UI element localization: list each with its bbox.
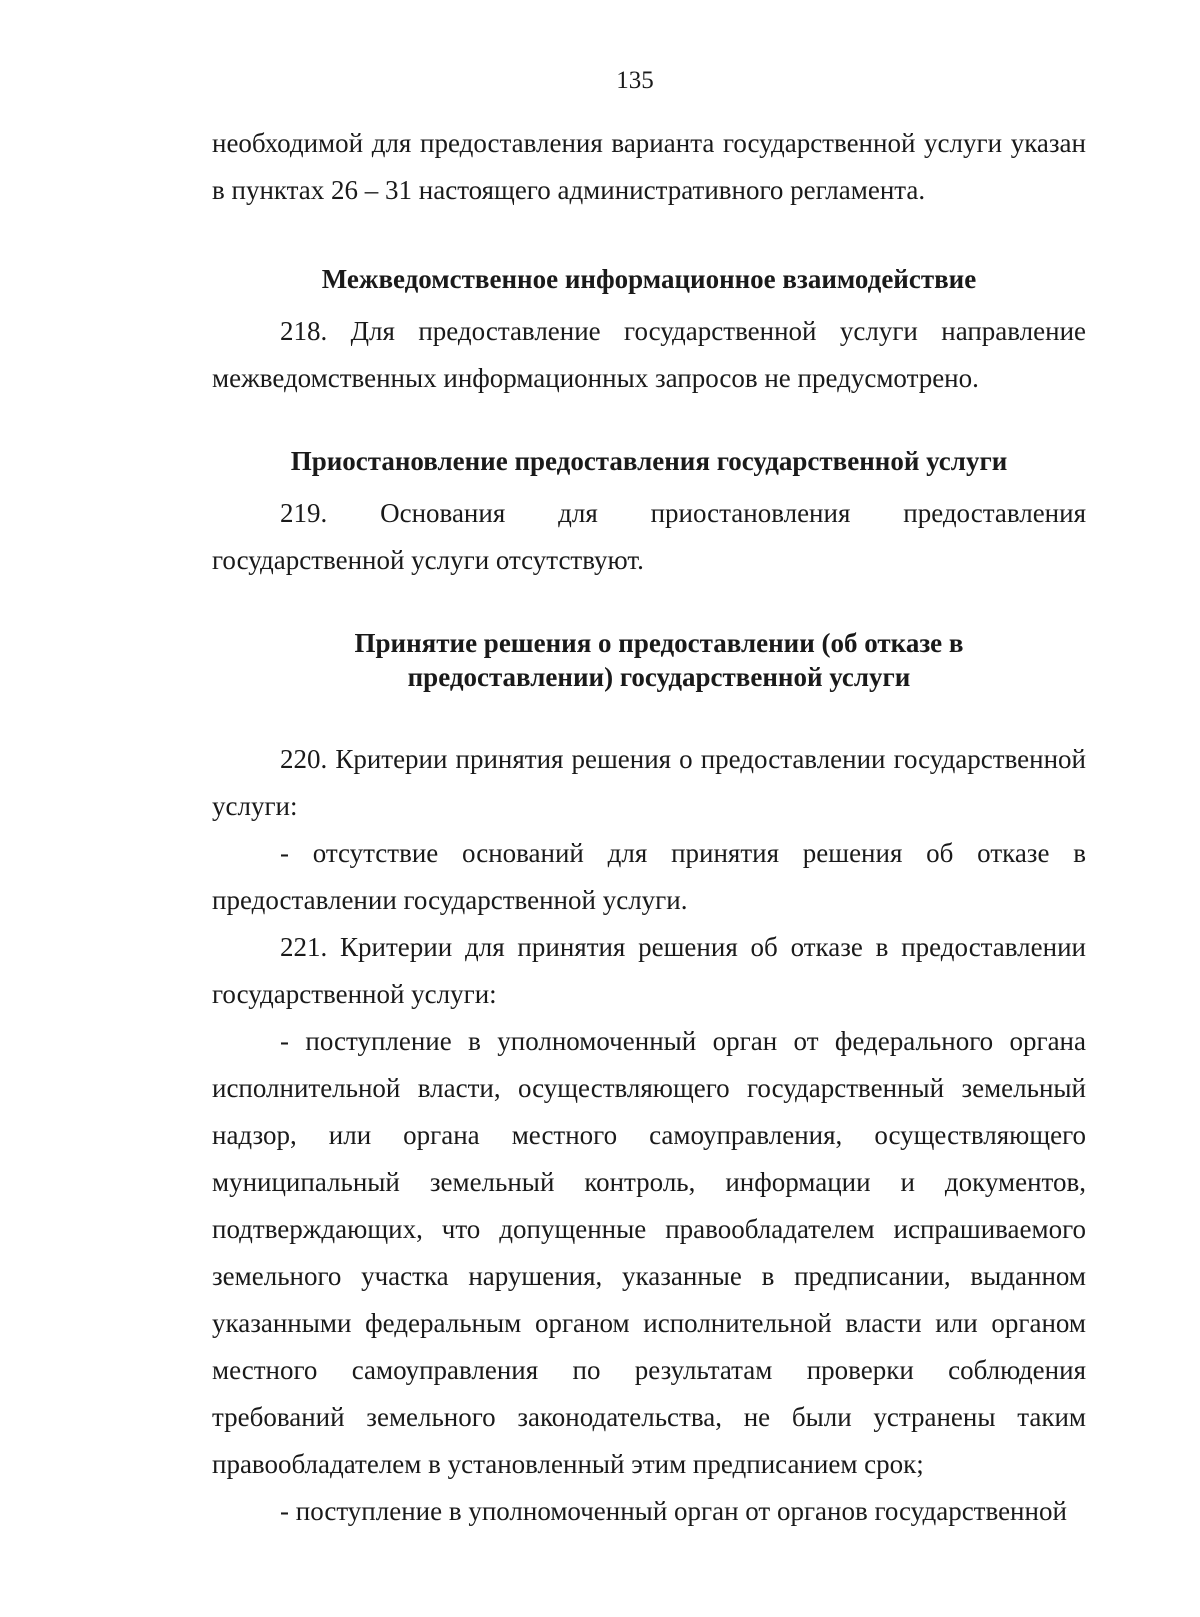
paragraph-221-item-2: - поступление в уполномоченный орган от органов государственной xyxy=(280,1496,1067,1526)
paragraph-218: 218. Для предоставление государственной услуги направление межведомственных информационных запросов не предусмотрено. xyxy=(212,316,1086,393)
section-heading-decision: Принятие решения о предоставлении (об отказе в предоставлении) государственной услуги xyxy=(354,628,964,692)
paragraph-continuation: необходимой для предоставления варианта государственной услуги указан в пунктах 26 – 31 настоящего административного регламента. xyxy=(212,128,1086,205)
paragraph-220-item: - отсутствие оснований для принятия решения об отказе в предоставлении государственной услуги. xyxy=(212,838,1086,915)
paragraph-221: 221. Критерии для принятия решения об отказе в предоставлении государственной услуги: xyxy=(212,932,1086,1009)
document-body xyxy=(212,120,1086,1535)
paragraph-219: 219. Основания для приостановления предоставления государственной услуги отсутствуют. xyxy=(212,498,1086,575)
paragraph-221-item-1: - поступление в уполномоченный орган от федерального органа исполнительной власти, осуществляющего государственный земельный надзор, или органа местного самоуправления, осуществляющего муниципальный земельный контроль, информации и документов, подтверждающих, что допущенные правообладателем испрашиваемого земельного участка нарушения, указанные в предписании, выданном указанными федеральным органом исполнительной власти или органом местного самоуправления по результатам проверки соблюдения требований земельного законодательства, не были устранены таким правообладателем в установленный этим предписанием срок; xyxy=(212,1026,1086,1479)
section-heading-interagency: Межведомственное информационное взаимодействие xyxy=(321,264,977,294)
page-number: 135 xyxy=(616,67,654,94)
paragraph-220: 220. Критерии принятия решения о предоставлении государственной услуги: xyxy=(212,744,1086,821)
section-heading-suspension: Приостановление предоставления государственной услуги xyxy=(290,446,1008,476)
